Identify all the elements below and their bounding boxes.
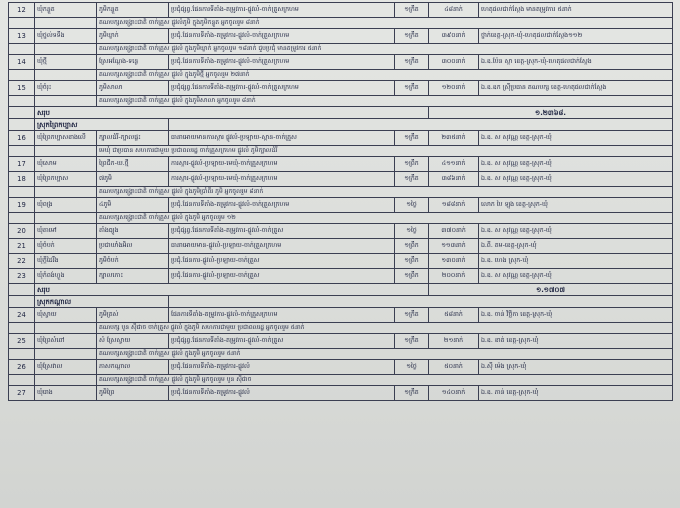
participants-note: ឯ.ឧ.ឧក ស្រ៊ីប្រធាន គណបក្ស ខេត្ត-ហេតុផលជាក់ស្តែង	[479, 81, 673, 96]
table-note-row	[9, 44, 673, 55]
row-number: 25	[9, 334, 35, 349]
participant-count: ៣៨៦នាក់	[429, 172, 479, 187]
village-name: ប្រជាឃាំងអិល	[97, 239, 169, 254]
village-name: ៧ភូមិ	[97, 172, 169, 187]
participant-count: ៥៨នាក់	[429, 308, 479, 323]
participants-note: ឯ.ឧ.ប៉ែន ស្តា ខេត្ត-ស្រុក-ឃុំ-ហេតុផលជាក់ស្តែង	[479, 55, 673, 70]
village-name: ភាសកណ្តាល	[97, 360, 169, 375]
empty-cell	[35, 96, 97, 107]
empty-cell	[9, 107, 35, 119]
activity-description: ប្រជុំ.ផែនការទីតាំង-តម្រូវការ-ផ្លូវលំ-ចាក់គ្រួសក្រហម	[169, 198, 395, 213]
village-name: ក្បាលដំរី-ក្បាលផ្ទះ	[97, 131, 169, 146]
empty-cell	[169, 296, 673, 308]
empty-cell	[9, 375, 35, 386]
participants-note: លោក បៃ ឡុង ខេត្ត-ស្រុក-ឃុំ	[479, 198, 673, 213]
session-count: ១ព្រឹក	[395, 239, 429, 254]
empty-cell	[9, 213, 35, 224]
table-row	[9, 224, 673, 239]
table-note-row	[9, 323, 673, 334]
table-row	[9, 254, 673, 269]
session-count: ១ថ្ងៃ	[395, 198, 429, 213]
district-name: ស្រុកព្រៃកប្បាស	[35, 119, 169, 131]
empty-cell	[35, 18, 97, 29]
empty-cell	[35, 44, 97, 55]
empty-cell	[35, 349, 97, 360]
table-row	[9, 131, 673, 146]
table-note-row	[9, 70, 673, 81]
row-number: 26	[9, 360, 35, 375]
row-number: 17	[9, 157, 35, 172]
activity-description: ប្រជុំផ្សព្វ.ផែនការទីតាំង-តម្រូវការ-ផ្លូវលំ-ចាក់គ្រួស	[169, 224, 395, 239]
empty-cell	[35, 213, 97, 224]
activity-description: ប្រជុំ.ផែនការ-ផ្លូវលំ-ប្រឡាយ-ចាក់គ្រួស	[169, 254, 395, 269]
participants-note: ឯ.ឧ. ស សុវណ្ណ ខេត្ត-ស្រុក-ឃុំ	[479, 224, 673, 239]
note-text: គណបក្សសង្គ្រោះជាតិ ចាក់គ្រួស ផ្លូវលំភូមិ ក្នុងភូមិកន្ទួត អ្នកចូលរួម ៨នាក់	[97, 18, 673, 29]
participants-note: ឯ.ពី. តម-ខេត្ត-ស្រុក-ឃុំ	[479, 239, 673, 254]
activity-description: ការស្តារ-ផ្លូវលំ-ប្រឡាយ-មេឃុំ-ចាក់គ្រួសក្រហម	[169, 172, 395, 187]
district-name: ស្រុកកណ្តាល	[35, 296, 169, 308]
village-name: ភូមិចំបក់	[97, 254, 169, 269]
empty-cell	[169, 119, 673, 131]
empty-cell	[9, 96, 35, 107]
activity-description: ប្រជុំ.ផែនការទីតាំង-តម្រូវការ-ផ្លូវលំ	[169, 386, 395, 401]
session-count: ១ក្រឹត	[395, 81, 429, 96]
table-note-row	[9, 349, 673, 360]
row-number: 16	[9, 131, 35, 146]
participant-count: ១៨៨នាក់	[429, 198, 479, 213]
activity-table-body	[9, 3, 673, 401]
subtotal-label: សរុប	[35, 107, 429, 119]
commune-name: ឃុំសោម	[35, 157, 97, 172]
commune-name: ឃុំថ្នល់ទទឹង	[35, 29, 97, 44]
participant-count: ៥០នាក់	[429, 360, 479, 375]
participant-count: ២០០នាក់	[429, 269, 479, 284]
session-count: ១ក្រឹត	[395, 334, 429, 349]
empty-cell	[9, 323, 35, 334]
commune-name: ឃុំថ្មី	[35, 55, 97, 70]
activity-description: ធានាអោយមាន-ផ្លូវលំ-ប្រឡាយ-ចាក់គ្រួសក្រហម	[169, 239, 395, 254]
participants-note: ឯ.ឧ. ស សុវណ្ណ ខេត្ត-ស្រុក-ឃុំ	[479, 157, 673, 172]
village-name: សំ ស្រែស្វាយ	[97, 334, 169, 349]
subtotal-value: ១.១៧០៧	[429, 284, 673, 296]
commune-name: ឃុំចំបក់	[35, 239, 97, 254]
participants-note: ឯ.ឧ. ស សុវណ្ណ ខេត្ត-ស្រុក-ឃុំ	[479, 131, 673, 146]
session-count: ១ក្រឹត	[395, 131, 429, 146]
note-text: គណបក្សសង្គ្រោះជាតិ ចាក់គ្រួស ផ្លូវលំ ក្នុងភូមិឃ្លាក់ អ្នកចូលរួម ១៨នាក់ ជួបប្រជុំ មានតម្រូវការ ៥នាក់	[97, 44, 673, 55]
session-count: ១ថ្ងៃ	[395, 360, 429, 375]
empty-cell	[9, 284, 35, 296]
subtotal-row	[9, 284, 673, 296]
village-name: ៤ភូមិ	[97, 198, 169, 213]
commune-name: ឃុំព្រៃកប្បាស	[35, 172, 97, 187]
subtotal-label: សរុប	[35, 284, 429, 296]
session-count: ១ក្រឹត	[395, 172, 429, 187]
note-text: គណបក្សសង្គ្រោះជាតិ ចាក់គ្រួស ផ្លូវលំ ក្នុងភូមិប្រាំពីរ ភូមិ អ្នកចូលរួម ៨នាក់	[97, 187, 673, 198]
session-count: ១ព្រឹក	[395, 254, 429, 269]
participant-count: ២១នាក់	[429, 334, 479, 349]
table-row	[9, 334, 673, 349]
participant-count: ១២០នាក់	[429, 81, 479, 96]
participants-note: ឯ.ឧ. ហេង ស្រុក-ឃុំ	[479, 254, 673, 269]
empty-cell	[9, 119, 35, 131]
note-text: គណបក្សសង្គ្រោះជាតិ ចាក់គ្រួស ផ្លូវលំ ក្នុងភូមិ អ្នកចូលរួម ១២	[97, 213, 673, 224]
section-header-row	[9, 296, 673, 308]
table-row	[9, 269, 673, 284]
activity-description: ប្រជុំ.ផែនការទីតាំង-តម្រូវការ-ផ្លូវលំ-ចាក់គ្រួសក្រហម	[169, 29, 395, 44]
activity-description: ប្រជុំ.ផែនការ-ផ្លូវលំ-ប្រឡាយ-ចាក់គ្រួស	[169, 269, 395, 284]
row-number: 20	[9, 224, 35, 239]
table-row	[9, 157, 673, 172]
commune-name: ឃុំរោង	[35, 386, 97, 401]
row-number: 13	[9, 29, 35, 44]
participant-count: ៤១១នាក់	[429, 157, 479, 172]
note-text: គណបក្សសង្គ្រោះជាតិ ចាក់គ្រួស ផ្លូវលំ ក្នុងភូមិ អ្នកចូលរួម ៥នាក់	[97, 349, 673, 360]
participants-note: ហេតុផលជាក់ស្តែង មានតម្រូវការ ៥នាក់	[479, 3, 673, 18]
participants-note: ឯ.ឧ. ស សុវណ្ណ ខេត្ត-ស្រុក-ឃុំ	[479, 172, 673, 187]
session-count: ១ក្រឹត	[395, 3, 429, 18]
row-number: 15	[9, 81, 35, 96]
empty-cell	[9, 187, 35, 198]
village-name: ភូមិសាលា	[97, 81, 169, 96]
commune-name: ឃុំកន្ទួត	[35, 3, 97, 18]
table-row	[9, 3, 673, 18]
activity-description: ការស្តារ-ផ្លូវលំ-ប្រឡាយ-មេឃុំ-ចាក់គ្រួសក្រហម	[169, 157, 395, 172]
commune-name: ឃុំតាមៅ	[35, 224, 97, 239]
empty-cell	[9, 44, 35, 55]
table-row	[9, 172, 673, 187]
village-name: តាំងធ្យូង	[97, 224, 169, 239]
empty-cell	[35, 375, 97, 386]
note-text: មេឃុំ ជាប្រធាន សហការជាមួយ ប្រជាពលរដ្ឋ ចាក់គ្រួសក្រហម ផ្លូវលំ ភូមិក្បាលដំរី	[97, 146, 673, 157]
activity-description: ផែនការទីតាំង-តម្រូវការ-ផ្លូវលំ-ចាក់គ្រួសក្រហម	[169, 308, 395, 323]
participants-note: ឯ.ឧ. ភាន់ ខេត្ត-ស្រុក-ឃុំ	[479, 386, 673, 401]
participants-note: ឯ.ឧ. ស សុវណ្ណ ខេត្ត-ស្រុក-ឃុំ	[479, 269, 673, 284]
empty-cell	[9, 70, 35, 81]
table-note-row	[9, 213, 673, 224]
activity-description: ប្រជុំផ្សព្វ.ផែនការទីតាំង-តម្រូវការ-ផ្លូវលំ-ចាក់គ្រួស	[169, 334, 395, 349]
session-count: ១ក្រឹត	[395, 55, 429, 70]
table-row	[9, 308, 673, 323]
empty-cell	[35, 323, 97, 334]
empty-cell	[35, 70, 97, 81]
village-name: ស្រែអណ្តែង-ទន្លេ	[97, 55, 169, 70]
session-count: ១ក្រឹត	[395, 386, 429, 401]
activity-description: ប្រជុំ.ផែនការទីតាំង-តម្រូវការ-ផ្លូវលំ	[169, 360, 395, 375]
activity-description: ប្រជុំ.ផែនការទីតាំង-តម្រូវការ-ផ្លូវលំ-ចាក់គ្រួសក្រហម	[169, 55, 395, 70]
session-count: ១ក្រឹត	[395, 308, 429, 323]
row-number: 21	[9, 239, 35, 254]
session-count: ១ព្រឹក	[395, 157, 429, 172]
village-name: ភូមិត្រស់	[97, 308, 169, 323]
participant-count: ៤៨នាក់	[429, 3, 479, 18]
activity-table	[8, 2, 673, 401]
session-count: ១ថ្ងៃ	[395, 224, 429, 239]
activity-description: ប្រជុំផ្សព្វ.ផែនការទីតាំង-តម្រូវការ-ផ្លូវលំ-ចាក់គ្រួសក្រហម	[169, 81, 395, 96]
participant-count: ១៤០នាក់	[429, 386, 479, 401]
activity-description: ប្រជុំផ្សព្វ.ផែនការទីតាំង-តម្រូវការ-ផ្លូវលំ-ចាក់គ្រួសក្រហម	[169, 3, 395, 18]
participants-note: ឯ.ស៊ី ម៉េង ស្រុក-ឃុំ	[479, 360, 673, 375]
commune-name: ឃុំពង្រ	[35, 198, 97, 213]
table-row	[9, 360, 673, 375]
table-note-row	[9, 146, 673, 157]
participant-count: ១៣០នាក់	[429, 254, 479, 269]
commune-name: ឃុំចំរុះ	[35, 81, 97, 96]
table-row	[9, 29, 673, 44]
section-header-row	[9, 119, 673, 131]
participant-count: ៣៧០នាក់	[429, 224, 479, 239]
row-number: 12	[9, 3, 35, 18]
participant-count: ១១៣នាក់	[429, 239, 479, 254]
activity-description: ធានាអោយមានការស្តារ ផ្លូវលំ-ប្រឡាយ-ស្ពាន-ចាក់គ្រួស	[169, 131, 395, 146]
subtotal-value: ១.២៣៦៨.	[429, 107, 673, 119]
row-number: 18	[9, 172, 35, 187]
empty-cell	[9, 349, 35, 360]
note-text: គណបក្សសង្គ្រោះជាតិ ចាក់គ្រួស ផ្លូវលំ ក្នុងភូមិថ្មី អ្នកចូលរួម ២៧នាក់	[97, 70, 673, 81]
note-text: គណបក្សសង្គ្រោះជាតិ ចាក់គ្រួស ផ្លូវលំ ក្នុងភូមិ អ្នកចូលរួម បូន ស៊ីផាច	[97, 375, 673, 386]
table-note-row	[9, 187, 673, 198]
village-name: ភូមិកន្ទួត	[97, 3, 169, 18]
commune-name: ឃុំកំពង់ហ្លួង	[35, 269, 97, 284]
participants-note: ឯ.ឧ. ចាន់ វិច្ឆិកា ខេត្ត-ស្រុក-ឃុំ	[479, 308, 673, 323]
village-name: ក្បាលកោះ	[97, 269, 169, 284]
empty-cell	[9, 146, 35, 157]
commune-name: ឃុំព្រៃសំពៅ	[35, 334, 97, 349]
empty-cell	[35, 187, 97, 198]
table-note-row	[9, 18, 673, 29]
table-row	[9, 81, 673, 96]
commune-name: ឃុំព្រៃកប្បាសខាងលើ	[35, 131, 97, 146]
participant-count: ៣៩០នាក់	[429, 29, 479, 44]
session-count: ១ព្រឹក	[395, 269, 429, 284]
table-note-row	[9, 96, 673, 107]
table-row	[9, 239, 673, 254]
empty-cell	[35, 146, 97, 157]
note-text: គណបក្ស បូន ស៊ីផាច ចាក់គ្រួស ផ្លូវលំ ក្នុងភូមិ សហការជាមួយ ប្រជាពលរដ្ឋ អ្នកចូលរួម ៥នាក់	[97, 323, 673, 334]
empty-cell	[9, 296, 35, 308]
commune-name: ឃុំស្វាយ	[35, 308, 97, 323]
participant-count: ២៣៥នាក់	[429, 131, 479, 146]
row-number: 14	[9, 55, 35, 70]
participant-count: ៣០០នាក់	[429, 55, 479, 70]
row-number: 22	[9, 254, 35, 269]
row-number: 19	[9, 198, 35, 213]
session-count: ១ក្រឹត	[395, 29, 429, 44]
table-note-row	[9, 375, 673, 386]
participants-note: ថ្នាក់ខេត្ត-ស្រុក-ឃុំ-ហេតុផលជាក់ស្តែង១១២	[479, 29, 673, 44]
note-text: គណបក្សសង្គ្រោះជាតិ ចាក់គ្រួស ផ្លូវលំ ក្នុងភូមិសាលា អ្នកចូលរួម ៨នាក់	[97, 96, 673, 107]
empty-cell	[9, 18, 35, 29]
row-number: 23	[9, 269, 35, 284]
table-row	[9, 198, 673, 213]
row-number: 24	[9, 308, 35, 323]
village-name: ភូមិឃ្លាក់	[97, 29, 169, 44]
commune-name: ឃុំស្រែវាល	[35, 360, 97, 375]
subtotal-row	[9, 107, 673, 119]
row-number: 27	[9, 386, 35, 401]
commune-name: ឃុំក្ដីដៃរឹង	[35, 254, 97, 269]
village-name: ភូមិព្រៃ	[97, 386, 169, 401]
table-row	[9, 55, 673, 70]
table-row	[9, 386, 673, 401]
participants-note: ឯ.ឧ. ខាត់ ខេត្ត-ស្រុក-ឃុំ	[479, 334, 673, 349]
village-name: ព្រៃជីក-ឃ.ថ្មី	[97, 157, 169, 172]
